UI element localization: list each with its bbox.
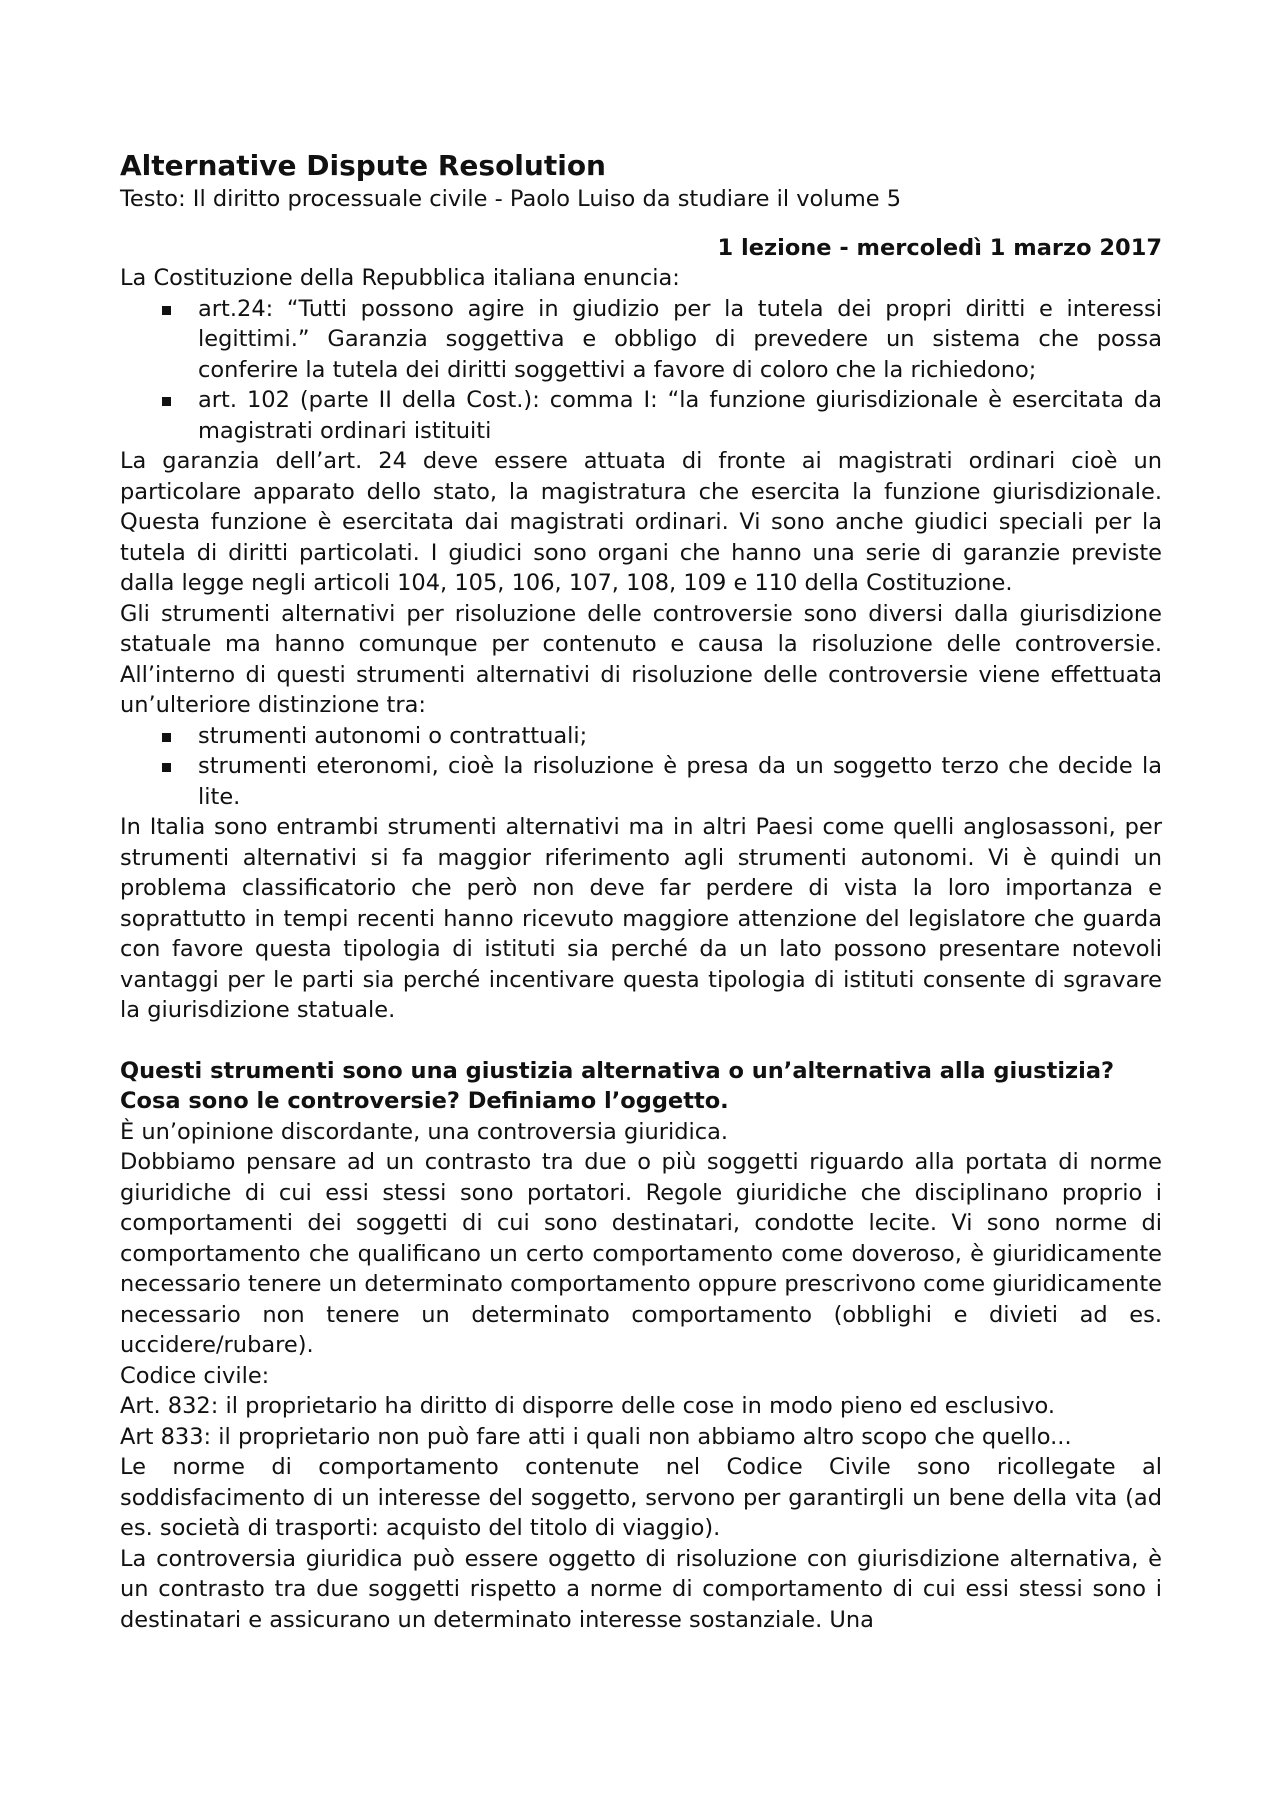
- spacer: [120, 1026, 1162, 1056]
- list-item: strumenti autonomi o contrattuali;: [120, 721, 1162, 752]
- paragraph: Art. 832: il proprietario ha diritto di disporre delle cose in modo pieno ed esclusivo.: [120, 1393, 1056, 1419]
- section-heading: Cosa sono le controversie? Definiamo l’oggetto.: [120, 1088, 729, 1114]
- paragraph: Gli strumenti alternativi per risoluzione delle controversie sono diversi dalla giurisdizione statuale ma hanno comunque per contenuto e causa la risoluzione delle controversie. All’interno di questi strumenti alternativi di risoluzione delle controversie viene effettuata un’ulteriore distinzione tra:: [120, 600, 1162, 718]
- lesson-heading: 1 lezione - mercoledì 1 marzo 2017: [717, 234, 1162, 261]
- list-item: art.24: “Tutti possono agire in giudizio per la tutela dei propri diritti e interessi legittimi.” Garanzia soggettiva e obbligo di prevedere un sistema che possa conferire la tutela dei diritti soggettivi a favore di coloro che la richiedono;: [120, 294, 1162, 386]
- paragraph: Le norme di comportamento contenute nel Codice Civile sono ricollegate al soddisfacimento di un interesse del soggetto, servono per garantirgli un bene della vita (ad es. società di trasporti: acquisto del titolo di viaggio).: [120, 1454, 1162, 1541]
- paragraph: La garanzia dell’art. 24 deve essere attuata di fronte ai magistrati ordinari cioè un particolare apparato dello stato, la magistratura che esercita la funzione giurisdizionale. Questa funzione è esercitata dai magistrati ordinari. Vi sono anche giudici speciali per la tutela di diritti particolati. I giudici sono organi che hanno una serie di garanzie previste dalla legge negli articoli 104, 105, 106, 107, 108, 109 e 110 della Costituzione.: [120, 448, 1162, 596]
- instruments-list: [120, 721, 1162, 813]
- paragraph: Codice civile:: [120, 1362, 270, 1389]
- list-item: art. 102 (parte II della Cost.): comma I: “la funzione giurisdizionale è esercitata da magistrati ordinari istituiti: [120, 385, 1162, 446]
- section-question: Questi strumenti sono una giustizia alternativa o un’alternativa alla giustizia?: [120, 1057, 1115, 1084]
- document-subtitle: Testo: Il diritto processuale civile - Paolo Luiso da studiare il volume 5: [120, 186, 902, 212]
- intro-paragraph: La Costituzione della Repubblica italiana enuncia:: [120, 265, 680, 291]
- list-item: strumenti eteronomi, cioè la risoluzione è presa da un soggetto terzo che decide la lite.: [120, 751, 1162, 812]
- constitution-list: [120, 294, 1162, 447]
- paragraph: Art 833: il proprietario non può fare atti i quali non abbiamo altro scopo che quello...: [120, 1423, 1072, 1450]
- paragraph: La controversia giuridica può essere oggetto di risoluzione con giurisdizione alternativa, è un contrasto tra due soggetti rispetto a norme di comportamento di cui essi stessi sono i destinatari e assicurano un determinato interesse sostanziale. Una: [120, 1545, 1162, 1633]
- paragraph: Dobbiamo pensare ad un contrasto tra due o più soggetti riguardo alla portata di norme giuridiche di cui essi stessi sono portatori. Regole giuridiche che disciplinano proprio i comportamenti dei soggetti di cui sono destinatari, condotte lecite. Vi sono norme di comportamento che qualificano un certo comportamento come doveroso, è giuridicamente necessario tenere un determinato comportamento oppure prescrivono come giuridicamente necessario non tenere un determinato comportamento (obblighi e divieti ad es. uccidere/rubare).: [120, 1149, 1162, 1358]
- document-title: Alternative Dispute Resolution: [120, 149, 606, 182]
- paragraph: In Italia sono entrambi strumenti alternativi ma in altri Paesi come quelli anglosassoni, per strumenti alternativi si fa maggior riferimento agli strumenti autonomi. Vi è quindi un problema classificatorio che però non deve far perdere di vista la loro importanza e soprattutto in tempi recenti hanno ricevuto maggiore attenzione del legislatore che guarda con favore questa tipologia di istituti sia perché da un lato possono presentare notevoli vantaggi per le parti sia perché incentivare questa tipologia di istituti consente di sgravare la giurisdizione statuale.: [120, 814, 1162, 1023]
- paragraph: È un’opinione discordante, una controversia giuridica.: [120, 1118, 729, 1145]
- document-page: [120, 148, 1162, 1635]
